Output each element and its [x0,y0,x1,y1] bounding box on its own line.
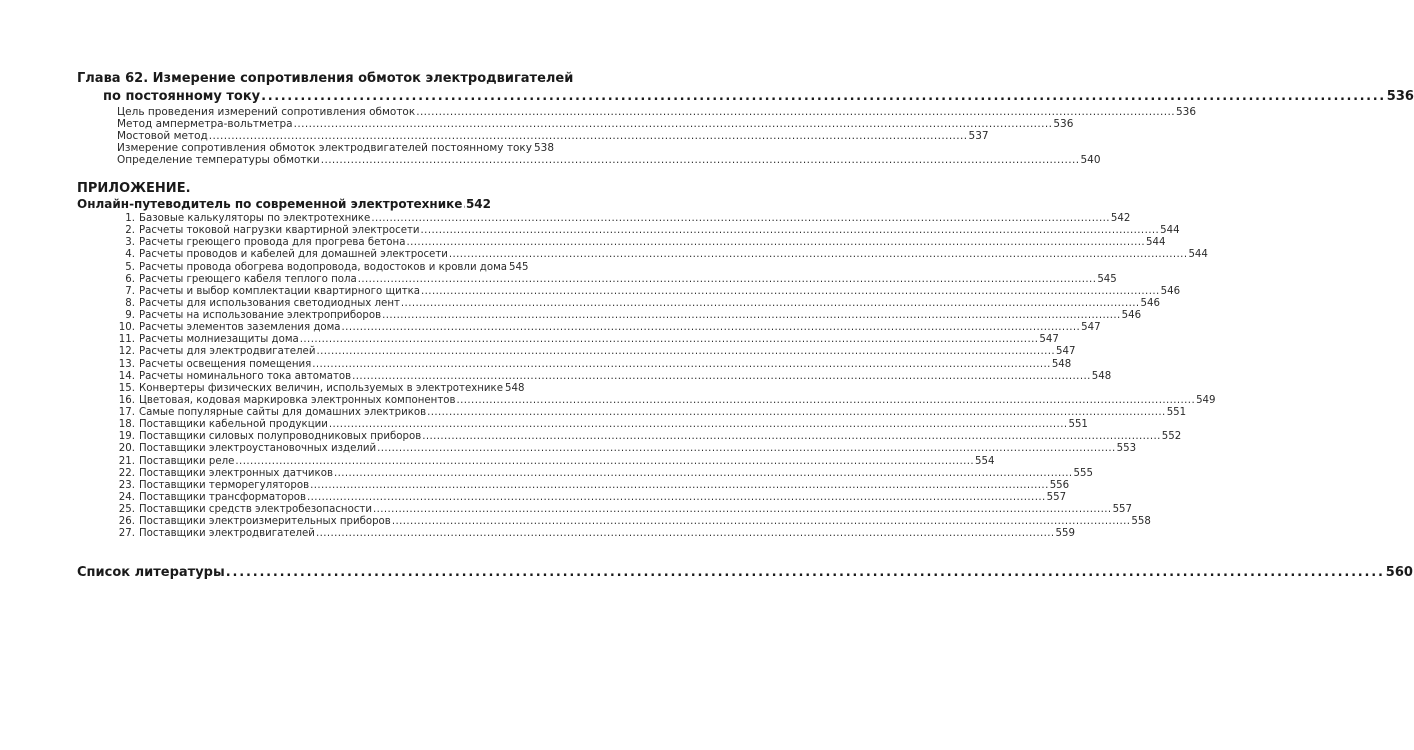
chapter-section-row [117,130,989,143]
item-number: 17. [118,407,135,419]
appendix-item-row [117,370,1112,382]
item-number: 7. [125,285,135,297]
item-page: 547 [1039,334,1059,346]
item-number: 3. [125,237,135,249]
item-text [117,456,234,467]
item-page: 558 [1131,516,1151,528]
item-text [117,298,400,309]
dot-leader [209,130,968,142]
item-label: Цветовая, кодовая маркировка электронных компонентов [139,394,456,406]
item-label: Поставщики электродвигателей [139,528,315,540]
item-number: 8. [125,297,135,309]
section-label: Цель проведения измерений сопротивления обмоток [117,106,416,118]
dot-leader [352,371,1091,382]
item-text [117,274,357,285]
item-number: 6. [125,273,135,285]
item-page: 553 [1116,443,1137,455]
dot-leader [342,322,1081,333]
item-number: 10. [118,322,135,334]
chapter-page: 536 [1386,89,1414,104]
item-page: 557 [1046,491,1067,503]
item-label: Расчеты для использования светодиодных лент [139,297,400,309]
appendix-item-row [117,382,525,394]
item-page: 552 [1161,431,1182,443]
item-page: 542 [1110,213,1131,224]
dot-leader [427,407,1166,418]
dot-leader [421,286,1160,297]
item-label: Расчеты греющего провода для прогрева бетона [139,237,406,249]
dot-leader [457,395,1196,406]
item-number: 23. [118,479,135,491]
item-label: Расчеты и выбор комплектации квартирного щитка [139,285,421,297]
appendix-item-row [117,213,1131,224]
section-label: Мостовой метод [117,130,208,143]
item-label: Расчеты на использование электроприборов [139,310,382,322]
dot-leader [316,528,1055,539]
item-label: Расчеты номинального тока автоматов [139,370,352,382]
appendix-item-row [117,310,1142,322]
appendix-item-row [117,455,995,467]
dot-leader [373,504,1112,515]
item-text [117,443,376,454]
item-number: 13. [118,358,135,370]
appendix-item-row [117,322,1101,334]
item-page: 547 [1056,346,1076,358]
appendix-item-row [117,419,1088,431]
item-label: Базовые калькуляторы по электротехнике [139,213,371,224]
item-number: 2. [125,225,135,237]
item-number: 27. [118,528,135,540]
appendix-item-row [117,394,1216,406]
item-text [117,492,306,503]
appendix-item-row [117,358,1072,370]
item-label: Поставщики средств электробезопасности [139,504,372,516]
chapter-title-line2 [103,89,1414,104]
item-label: Расчеты проводов и кабелей для домашней электросети [139,249,448,261]
item-text [117,419,328,430]
item-page: 544 [1160,225,1180,237]
item-page: 545 [509,261,529,273]
item-page: 548 [504,382,525,394]
dot-leader [422,431,1161,442]
item-number: 19. [118,431,135,443]
item-number: 20. [118,443,135,455]
appendix-item-row [117,528,1075,540]
item-page: 544 [1146,237,1166,249]
item-label: Расчеты греющего кабеля теплого пола [139,273,357,285]
item-text [117,322,341,333]
item-page: 549 [1196,394,1216,406]
item-number: 15. [118,382,135,394]
item-label: Расчеты освещения помещения [139,358,312,370]
item-text [117,480,309,491]
appendix-item-row [117,334,1059,346]
dot-leader [382,310,1121,321]
dot-leader [307,492,1046,503]
item-text [117,395,456,406]
item-number: 16. [118,394,135,406]
dot-leader [401,298,1140,309]
appendix-item-row [117,491,1067,503]
item-label: Поставщики электронных датчиков [139,467,333,479]
item-label: Расчеты для электродвигателей [139,346,316,358]
item-page: 556 [1049,479,1070,491]
appendix-item-row [117,273,1117,285]
item-page: 554 [975,455,995,467]
section-label: Определение температуры обмотки [117,154,320,167]
dot-leader [334,468,1073,479]
bibliography-label: Список литературы [77,565,225,580]
item-text [117,407,426,418]
dot-leader [371,213,1110,224]
appendix-item-row [117,431,1182,443]
item-number: 1. [125,213,135,224]
item-text [117,310,381,321]
section-label: Измерение сопротивления обмоток электродвигателей постоянному току [117,142,532,155]
appendix-item-row [117,237,1166,249]
item-number: 4. [125,249,135,261]
appendix-item-row [117,504,1133,516]
appendix-item-row [117,297,1160,309]
appendix-heading: ПРИЛОЖЕНИЕ. [77,181,191,196]
dot-leader [235,456,974,467]
dot-leader [449,249,1188,260]
item-number: 25. [118,504,135,516]
dot-leader [463,197,465,211]
item-page: 546 [1160,285,1181,297]
item-label: Расчеты элементов заземления дома [139,322,341,334]
item-number: 14. [118,370,135,382]
item-page: 544 [1188,249,1208,261]
item-text [117,225,420,236]
item-label: Поставщики реле [139,455,235,467]
item-label: Самые популярные сайты для домашних электриков [139,407,427,419]
item-text [117,528,315,539]
item-page: 548 [1091,370,1112,382]
appendix-item-row [117,407,1187,419]
item-number: 9. [125,310,135,322]
item-number: 24. [118,491,135,503]
appendix-item-row [117,479,1070,491]
item-number: 11. [118,334,135,346]
item-page: 551 [1166,407,1187,419]
dot-leader [226,565,1385,580]
item-page: 559 [1055,528,1075,540]
item-text [117,383,503,394]
item-page: 545 [1097,273,1117,285]
dot-leader [392,516,1131,527]
item-number: 22. [118,467,135,479]
dot-leader [416,106,1175,118]
dot-leader [294,118,1053,130]
appendix-item-row [117,346,1076,358]
section-label: Метод амперметра-вольтметра [117,118,293,131]
section-page: 538 [533,142,554,155]
appendix-item-row [117,261,529,273]
item-label: Поставщики силовых полупроводниковых приборов [139,431,422,443]
item-text [117,468,333,479]
item-label: Расчеты провода обогрева водопровода, водостоков и кровли дома [139,261,508,273]
dot-leader [316,346,1055,357]
appendix-item-row [117,249,1208,261]
item-text [117,262,507,273]
section-page: 537 [968,130,989,143]
item-page: 551 [1068,419,1088,431]
dot-leader [377,443,1116,454]
dot-leader [312,359,1051,370]
item-text [117,286,420,297]
item-page: 547 [1081,322,1101,334]
item-text [117,504,372,515]
item-page: 555 [1073,467,1093,479]
chapter-section-row [117,142,554,155]
dot-leader [406,237,1145,248]
item-label: Поставщики терморегуляторов [139,479,310,491]
item-label: Поставщики электроизмерительных приборов [139,516,391,528]
appendix-title-line [77,197,491,211]
dot-leader [300,334,1039,345]
appendix-title: Онлайн-путеводитель по современной электротехнике [77,197,463,211]
item-text [117,213,370,224]
dot-leader [261,89,1386,104]
chapter-section-row [117,106,1196,118]
item-text [117,237,405,248]
item-label: Поставщики трансформаторов [139,491,307,503]
bibliography-page: 560 [1385,565,1413,580]
item-page: 546 [1140,297,1160,309]
appendix-item-row [117,467,1093,479]
dot-leader [321,154,1080,166]
chapter-section-row [117,118,1074,131]
dot-leader [358,274,1097,285]
item-page: 546 [1121,310,1142,322]
item-number: 18. [118,419,135,431]
item-page: 557 [1112,504,1133,516]
item-text [117,431,421,442]
item-label: Расчеты молниезащиты дома [139,334,299,346]
appendix-item-row [117,285,1181,297]
section-page: 536 [1053,118,1074,131]
item-page: 548 [1051,358,1072,370]
dot-leader [329,419,1068,430]
item-number: 26. [118,516,135,528]
appendix-page: 542 [465,197,491,211]
item-text [117,371,351,382]
item-label: Расчеты токовой нагрузки квартирной электросети [139,225,420,237]
item-label: Конвертеры физических величин, используемых в электротехнике [139,382,503,394]
chapter-title: Глава 62. Измерение сопротивления обмоток электродвигателей [77,71,574,86]
item-label: Поставщики электроустановочных изделий [139,443,377,455]
item-text [117,516,391,527]
item-number: 5. [125,261,135,273]
section-page: 540 [1080,154,1101,167]
item-label: Поставщики кабельной продукции [139,419,328,431]
appendix-item-row [117,443,1137,455]
chapter-section-row [117,154,1101,167]
item-number: 21. [118,455,135,467]
bibliography-line [77,565,1413,580]
item-text [117,334,299,345]
dot-leader [421,225,1160,236]
appendix-item-row [117,516,1151,528]
dot-leader [310,480,1049,491]
item-number: 12. [118,346,135,358]
chapter-title-continued: по постоянному току [103,89,261,104]
appendix-item-row [117,225,1180,237]
item-text [117,249,448,260]
item-text [117,359,311,370]
item-text [117,346,315,357]
section-page: 536 [1175,106,1196,118]
